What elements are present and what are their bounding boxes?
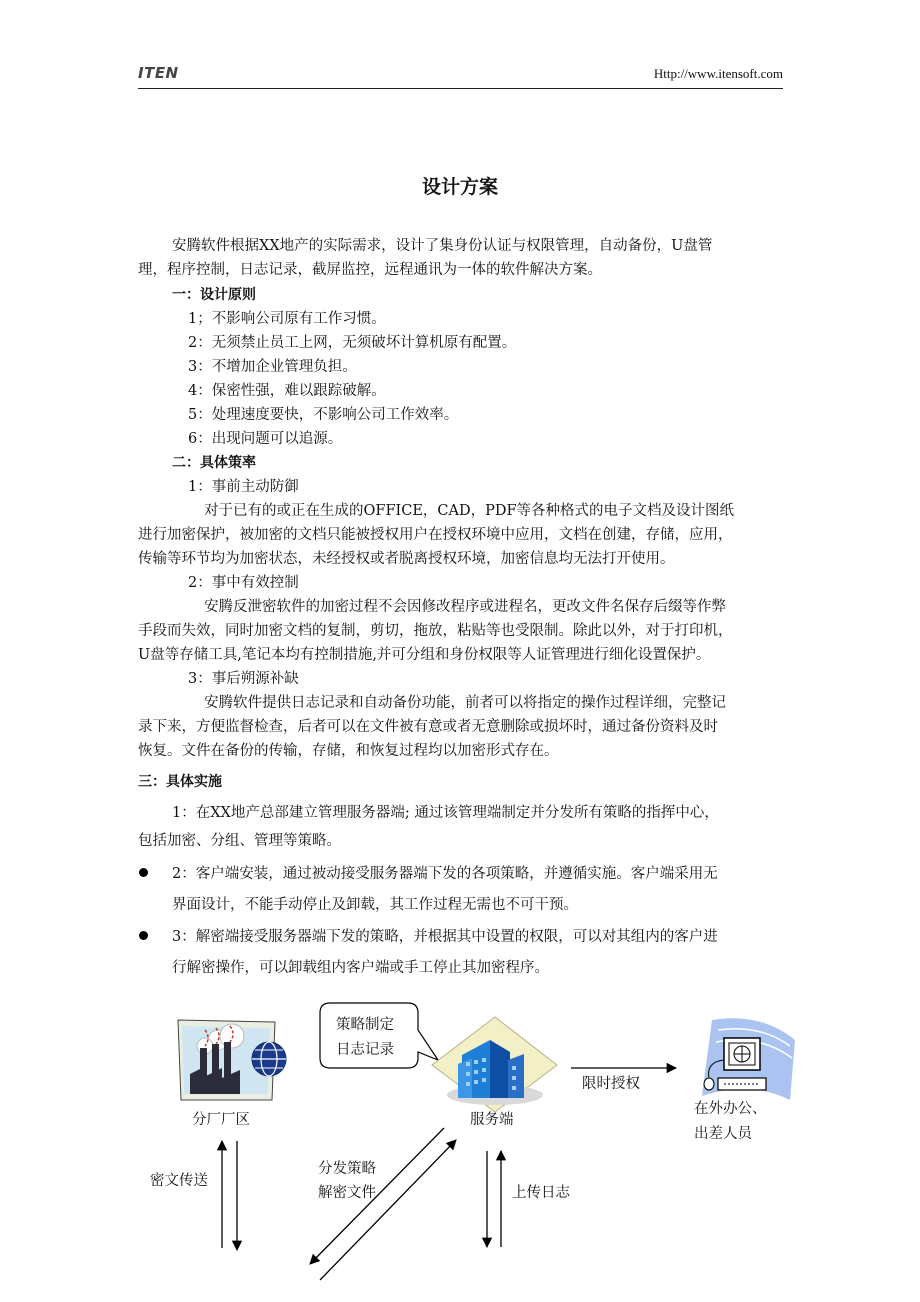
server-building-icon (432, 1017, 557, 1112)
dispatch-label-line-1: 分发策略 (318, 1161, 376, 1177)
section1-item-4: 4：保密性强，难以跟踪破解。 (188, 383, 386, 399)
section3-item2-line-2: 界面设计，不能手动停止及卸载，其工作过程无需也不可干预。 (172, 897, 578, 913)
server-label: 服务端 (470, 1112, 514, 1128)
section3-item1-line-2: 包括加密、分组、管理等策略。 (138, 833, 341, 849)
upload-log-label: 上传日志 (512, 1185, 570, 1201)
section2-heading: 二：具体策率 (172, 455, 256, 471)
section1-item-6: 6：出现问题可以追源。 (188, 431, 343, 447)
section1-item-3: 3：不增加企业管理负担。 (188, 359, 357, 375)
limit-auth-label: 限时授权 (582, 1076, 640, 1092)
page-title: 设计方案 (421, 176, 498, 198)
section2-sub3-line-3: 恢复。文件在备份的传输，存储，和恢复过程均以加密形式存在。 (138, 743, 559, 759)
intro-line-1: 安腾软件根据XX地产的实际需求，设计了集身份认证与权限管理，自动备份，U盘管 (172, 238, 713, 254)
section1-item-2: 2：无须禁止员工上网，无须破坏计算机原有配置。 (188, 335, 517, 351)
section2-sub1-title: 1：事前主动防御 (188, 479, 299, 495)
callout-line-1: 策略制定 (336, 1017, 394, 1033)
section2-sub3-line-2: 录下来，方便监督检查，后者可以在文件被有意或者无意删除或损坏时，通过备份资料及时 (138, 719, 718, 735)
section2-sub1-line-3: 传输等环节均为加密状态，未经授权或者脱离授权环境，加密信息均无法打开使用。 (138, 551, 675, 567)
section1-heading: 一：设计原则 (172, 287, 256, 303)
section1-item-1: 1；不影响公司原有工作习惯。 (188, 311, 386, 327)
section1-item-5: 5：处理速度要快，不影响公司工作效率。 (188, 407, 459, 423)
factory-label: 分厂厂区 (192, 1112, 250, 1128)
section2-sub2-line-1: 安腾反泄密软件的加密过程不会因修改程序或进程名，更改文件名保存后缀等作弊 (204, 599, 726, 615)
section2-sub1-line-1: 对于已有的或正在生成的OFFICE，CAD，PDF等各种格式的电子文档及设计图纸 (204, 503, 735, 519)
dispatch-label-line-2: 解密文件 (318, 1185, 376, 1201)
factory-icon (178, 1020, 286, 1100)
section3-item1-line-1: 1：在XX地产总部建立管理服务器端; 通过该管理端制定并分发所有策略的指挥中心， (172, 805, 719, 821)
company-logo: ITEN (138, 64, 179, 82)
section2-sub3-title: 3：事后朔源补缺 (188, 671, 299, 687)
remote-label-line-2: 出差人员 (694, 1126, 752, 1142)
intro-line-2: 理，程序控制，日志记录，截屏监控，远程通讯为一体的软件解决方案。 (138, 262, 602, 278)
section3-item2-line-1: 2：客户端安装，通过被动接受服务器端下发的各项策略，并遵循实施。客户端采用无 (172, 866, 718, 882)
section2-sub2-line-2: 手段而失效，同时加密文档的复制，剪切，拖放，粘贴等也受限制。除此以外，对于打印机， (138, 623, 733, 639)
section3-item3-line-2: 行解密操作，可以卸载组内客户端或手工停止其加密程序。 (172, 960, 549, 976)
section2-sub2-line-3: U盘等存储工具,笔记本均有控制措施,并可分组和身份权限等人证管理进行细化设置保护。 (138, 647, 711, 663)
header-url[interactable]: Http://www.itensoft.com (653, 66, 783, 81)
cipher-send-label: 密文传送 (150, 1173, 208, 1189)
section2-sub1-line-2: 进行加密保护，被加密的文档只能被授权用户在授权环境中应用，文档在创建，存储，应用， (138, 527, 733, 543)
section3-item3-line-1: 3：解密端接受服务器端下发的策略，并根据其中设置的权限，可以对其组内的客户进 (172, 929, 718, 945)
remote-label-line-1: 在外办公、 (694, 1101, 767, 1117)
section2-sub2-title: 2：事中有效控制 (188, 575, 299, 591)
section3-heading: 三：具体实施 (138, 774, 222, 790)
section2-sub3-line-1: 安腾软件提供日志记录和自动备份功能，前者可以将指定的操作过程详细，完整记 (204, 695, 726, 711)
remote-computer-icon (702, 1018, 795, 1100)
callout-line-2: 日志记录 (336, 1042, 394, 1058)
